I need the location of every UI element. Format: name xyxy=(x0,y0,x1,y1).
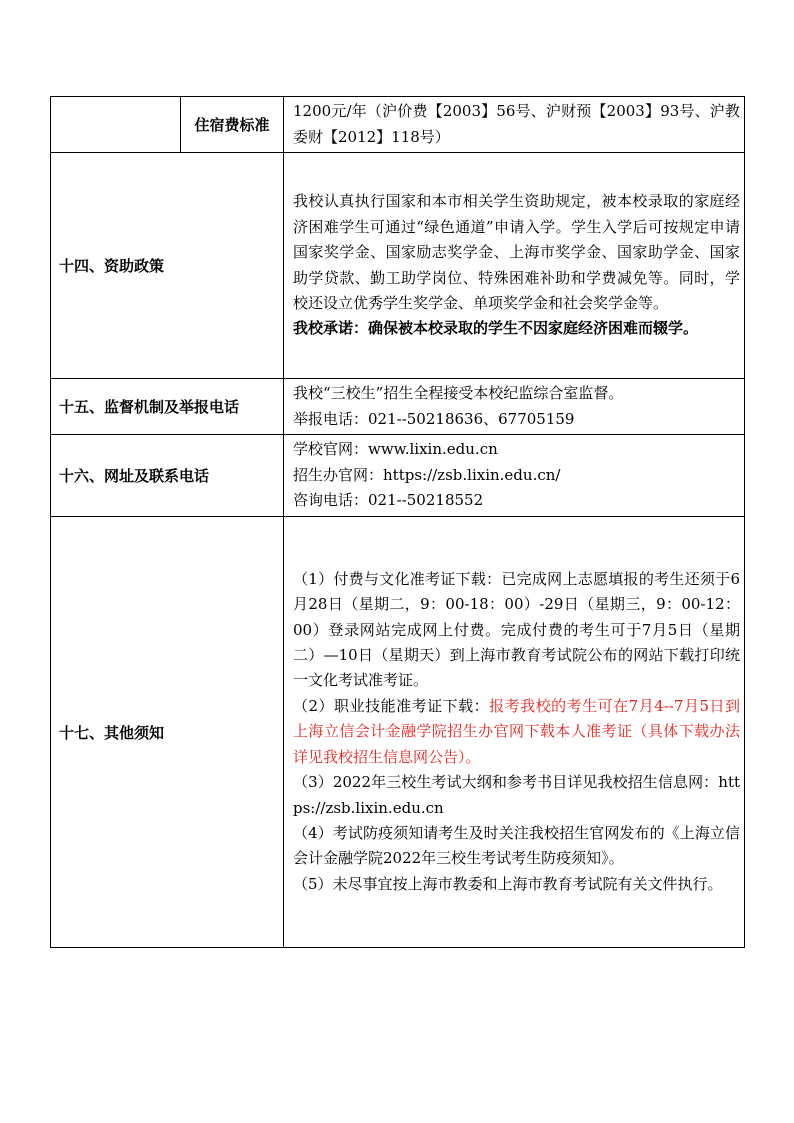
note-2-highlight: 报考我校的考生可在7月4--7月5日到上海立信会计金融学院招生办官网下载本人准考证（具体下载办法详见我校招生信息网公告）。 xyxy=(293,696,741,766)
note-2 xyxy=(293,694,740,770)
supervision-label: 十五、监督机制及举报电话 xyxy=(51,379,284,435)
table-row-supervision xyxy=(51,379,745,435)
contact-content xyxy=(284,435,745,517)
table-row-contact xyxy=(51,435,745,517)
notes-label: 十七、其他须知 xyxy=(51,517,284,948)
supervision-phone: 举报电话：021--50218636、67705159 xyxy=(293,409,575,428)
admission-info-table xyxy=(50,96,745,948)
note-4: （4）考试防疫须知请考生及时关注我校招生官网发布的《上海立信会计金融学院2022年三校生考试考生防疫须知》。 xyxy=(293,823,740,868)
aid-content xyxy=(284,153,745,379)
blank-cell xyxy=(51,97,181,153)
aid-promise: 我校承诺：确保被本校录取的学生不因家庭经济困难而辍学。 xyxy=(293,319,699,338)
aid-label: 十四、资助政策 xyxy=(51,153,284,379)
note-5: （5）未尽事宜按上海市教委和上海市教育考试院有关文件执行。 xyxy=(293,874,723,893)
table-row-notes xyxy=(51,517,745,948)
contact-website: 学校官网：www.lixin.edu.cn xyxy=(293,440,498,459)
table-row-aid xyxy=(51,153,745,379)
lodging-label: 住宿费标准 xyxy=(181,97,284,153)
supervision-content xyxy=(284,379,745,435)
note-1: （1）付费与文化准考证下载：已完成网上志愿填报的考生还须于6月28日（星期二，9：00-18：00）-29日（星期三，9：00-12：00）登录网站完成网上付费。完成付费的考生可于7月5日（星期二）—10日（星期天）到上海市教育考试院公布的网站下载打印统一文化考试准考证。 xyxy=(293,569,740,690)
lodging-content xyxy=(284,97,745,153)
table-row-lodging xyxy=(51,97,745,153)
note-3: （3）2022年三校生考试大纲和参考书目详见我校招生信息网：https://zsb.lixin.edu.cn xyxy=(293,773,740,817)
contact-phone: 咨询电话：021--50218552 xyxy=(293,491,484,510)
lodging-text: 1200元/年（沪价费【2003】56号、沪财预【2003】93号、沪教委财【2012】118号） xyxy=(293,102,740,146)
contact-label: 十六、网址及联系电话 xyxy=(51,435,284,517)
contact-admission-site: 招生办官网：https://zsb.lixin.edu.cn/ xyxy=(293,465,561,484)
aid-text: 我校认真执行国家和本市相关学生资助规定，被本校录取的家庭经济困难学生可通过“绿色通道”申请入学。学生入学后可按规定申请国家奖学金、国家励志奖学金、上海市奖学金、国家助学金、国家助学贷款、勤工助学岗位、特殊困难补助和学费减免等。同时，学校还设立优秀学生奖学金、单项奖学金和社会奖学金等。 xyxy=(293,192,740,312)
supervision-line1: 我校“三校生”招生全程接受本校纪监综合室监督。 xyxy=(293,384,624,403)
notes-content xyxy=(284,517,745,948)
note-2-prefix: （2）职业技能准考证下载： xyxy=(293,696,490,715)
